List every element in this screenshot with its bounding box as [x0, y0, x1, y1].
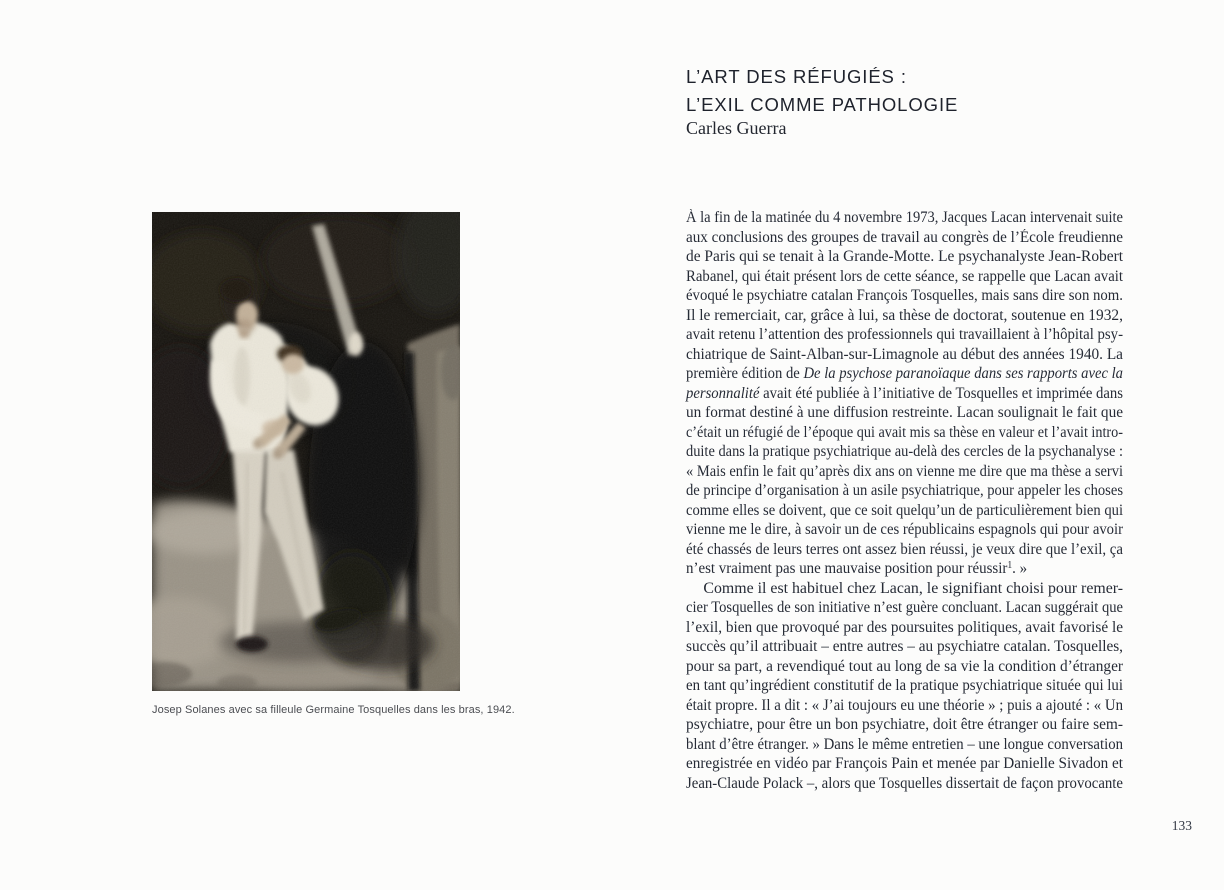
body-line: Jean-Claude Polack –, alors que Tosquelles dissertait de façon provocante [686, 774, 1123, 792]
body-line: était propre. Il a dit : « J’ai toujours eu une théorie » ; puis a ajouté : « Un [686, 696, 1123, 714]
body-line: duite dans la pratique psychiatrique au-delà des cercles de la psychanalyse : [686, 443, 1123, 460]
article-title-line1: L’ART DES RÉFUGIÉS : [686, 66, 907, 87]
body-line: avait retenu l’attention des professionnels qui travaillaient à l’hôpital psy- [686, 326, 1123, 343]
body-line: Comme il est habituel chez Lacan, le signifiant choisi pour remer- [703, 579, 1123, 597]
page-number: 133 [1171, 818, 1192, 833]
body-line: enregistrée en vidéo par François Pain et menée par Danielle Sivadon et [686, 755, 1123, 772]
body-line: cier Tosquelles de son initiative n’est guère concluant. Lacan suggérait que [686, 599, 1123, 616]
body-line: l’exil, bien que provoqué par des poursuites politiques, avait favorisé le [686, 618, 1123, 636]
body-line: succès qu’il attribuait – entre autres – au psychiatre catalan. Tosquelles, [686, 638, 1123, 655]
body-line: un format destiné à une diffusion restreinte. Lacan soulignait le fait que [686, 404, 1123, 421]
body-line: pour sa part, a revendiqué tout au long de sa vie la condition d’étranger [686, 657, 1123, 675]
photo-image [152, 212, 460, 691]
body-line: de Paris qui se tenait à la Grande-Motte. Le psychanalyste Jean-Robert [686, 248, 1123, 265]
body-line: blant d’être étranger. » Dans le même entretien – une longue conversation [686, 735, 1123, 753]
body-line: aux conclusions des groupes de travail au congrès de l’École freudienne [686, 228, 1123, 246]
body-line: première édition de De la psychose paranoïaque dans ses rapports avec la [686, 365, 1123, 382]
body-line: personnalité avait été publiée à l’initiative de Tosquelles et imprimée dans [686, 384, 1123, 402]
photo-josep-solanes [152, 212, 460, 691]
body-line: en tant qu’ingrédient constitutif de la pratique psychiatrique située qui lui [686, 677, 1123, 694]
body-line: évoqué le psychiatre catalan François Tosquelles, mais sans dire son nom. [686, 287, 1123, 304]
body-text [686, 208, 1123, 793]
article-title-line2: L’EXIL COMME PATHOLOGIE [686, 94, 959, 115]
photo-caption: Josep Solanes avec sa filleule Germaine Tosquelles dans les bras, 1942. [152, 704, 515, 716]
body-line: À la fin de la matinée du 4 novembre 1973, Jacques Lacan intervenait suite [686, 209, 1123, 226]
body-line: vienne me le dire, à savoir un de ces républicains espagnols qui pour avoir [686, 521, 1123, 538]
body-line: chiatrique de Saint-Alban-sur-Limagnole au début des années 1940. La [686, 345, 1123, 363]
article-title [686, 63, 1156, 119]
body-line: de principe d’organisation à un asile psychiatrique, pour appeler les choses [686, 482, 1123, 499]
body-line: Rabanel, qui était présent lors de cette séance, se rappelle que Lacan avait [686, 267, 1123, 285]
body-line: psychiatre, pour être un bon psychiatre, doit être étranger ou faire sem- [686, 716, 1123, 733]
body-line: « Mais enfin le fait qu’après dix ans on vienne me dire que ma thèse a servi [686, 462, 1123, 480]
article-author: Carles Guerra [686, 118, 787, 138]
body-line: Il le remerciait, car, grâce à lui, sa thèse de doctorat, soutenue en 1932, [686, 306, 1123, 324]
body-line: été chassés de leurs terres ont assez bien réussi, je veux dire que l’exil, ça [686, 540, 1123, 558]
body-line: c’était un réfugié de l’époque qui avait mis sa thèse en valeur et l’avait intro- [686, 423, 1123, 441]
body-line: comme elles se doivent, que ce soit quelqu’un de particulièrement bien qui [686, 501, 1123, 519]
body-line: n’est vraiment pas une mauvaise position pour réussir$^1$. » [686, 560, 1028, 577]
